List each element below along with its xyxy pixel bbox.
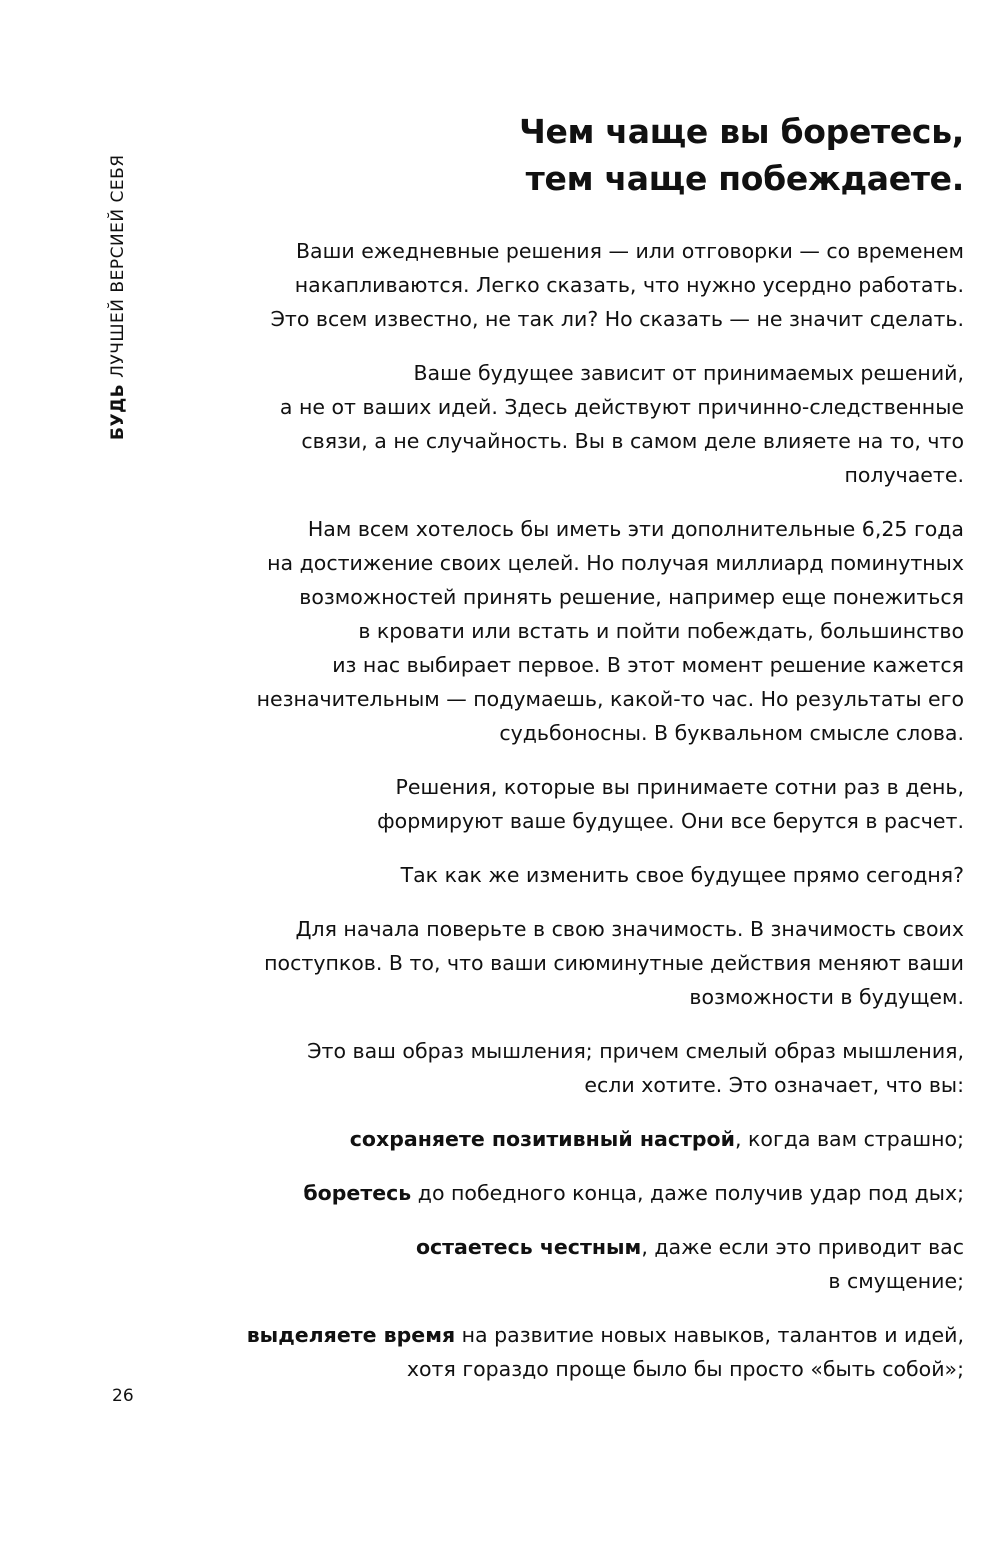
text-line: незначительным — подумаешь, какой-то час. Но результаты его (256, 687, 964, 711)
list-item (176, 1318, 964, 1386)
list-item-text: до победного конца, даже получив удар под дых; (411, 1181, 964, 1205)
list-item-keyword: выделяете время (246, 1323, 456, 1347)
list-item-continuation: в смущение; (828, 1269, 964, 1293)
running-head (108, 154, 128, 440)
text-line: Для начала поверьте в свою значимость. В значимость своих (295, 917, 964, 941)
running-head-title: ЛУЧШЕЙ ВЕРСИЕЙ СЕБЯ (108, 154, 128, 378)
paragraph (176, 770, 964, 838)
list-item (176, 1176, 964, 1210)
heading-line: тем чаще побеждаете. (525, 159, 964, 198)
list-item-text: на развитие новых навыков, талантов и идей, (455, 1323, 964, 1347)
text-line (176, 1176, 964, 1210)
text-line: Ваше будущее зависит от принимаемых решений, (413, 361, 964, 385)
paragraph (176, 234, 964, 336)
paragraph (176, 912, 964, 1014)
text-line: возможности в будущем. (689, 985, 964, 1009)
list-item-text: , даже если это приводит вас (641, 1235, 964, 1259)
text-line: связи, а не случайность. Вы в самом деле влияете на то, что (301, 429, 964, 453)
list-item (176, 1122, 964, 1156)
list-item (176, 1230, 964, 1298)
text-line: судьбоносны. В буквальном смысле слова. (499, 721, 964, 745)
text-line: в кровати или встать и пойти побеждать, большинство (358, 619, 964, 643)
running-head-bold: БУДЬ (108, 383, 128, 440)
list-item-keyword: боретесь (303, 1181, 412, 1205)
list-item-keyword: сохраняете позитивный настрой (349, 1127, 735, 1151)
text-line: возможностей принять решение, например еще понежиться (299, 585, 964, 609)
text-line: Это ваш образ мышления; причем смелый образ мышления, (307, 1039, 964, 1063)
text-line: Это всем известно, не так ли? Но сказать — не значит сделать. (270, 307, 964, 331)
text-line (176, 1122, 964, 1156)
text-line: из нас выбирает первое. В этот момент решение кажется (332, 653, 964, 677)
text-line (176, 1318, 964, 1352)
text-line: поступков. В то, что ваши сиюминутные действия меняют ваши (264, 951, 964, 975)
paragraph (176, 858, 964, 892)
text-line: на достижение своих целей. Но получая миллиард поминутных (267, 551, 964, 575)
page-body (176, 108, 964, 1406)
text-line: Так как же изменить свое будущее прямо сегодня? (400, 863, 964, 887)
text-line: если хотите. Это означает, что вы: (584, 1073, 964, 1097)
paragraph (176, 512, 964, 750)
text-line: получаете. (844, 463, 964, 487)
heading-line: Чем чаще вы боретесь, (519, 112, 964, 151)
list-item-text: , когда вам страшно; (734, 1127, 964, 1151)
text-line: Нам всем хотелось бы иметь эти дополнительные 6,25 года (307, 517, 964, 541)
paragraph (176, 1034, 964, 1102)
paragraph (176, 356, 964, 492)
list-item-keyword: остаетесь честным (415, 1235, 642, 1259)
page-number: 26 (112, 1386, 134, 1406)
text-line: Ваши ежедневные решения — или отговорки — со временем (295, 239, 964, 263)
text-line: формируют ваше будущее. Они все берутся в расчет. (377, 809, 964, 833)
text-line (176, 1230, 964, 1264)
list-item-continuation: хотя гораздо проще было бы просто «быть собой»; (406, 1357, 964, 1381)
text-line: накапливаются. Легко сказать, что нужно усердно работать. (294, 273, 964, 297)
chapter-heading (176, 108, 964, 202)
text-line: а не от ваших идей. Здесь действуют причинно-следственные (279, 395, 964, 419)
text-line: Решения, которые вы принимаете сотни раз в день, (395, 775, 964, 799)
